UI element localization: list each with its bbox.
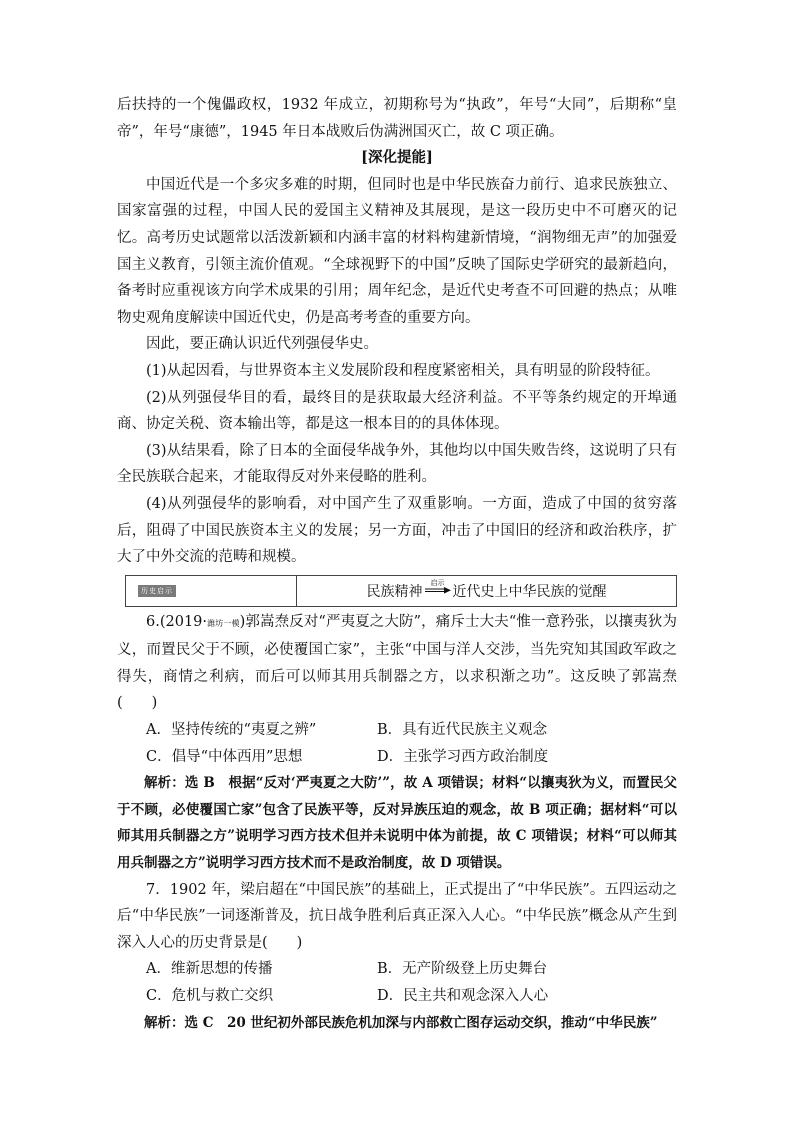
q6-source: 潍坊一模 bbox=[207, 618, 240, 628]
q7-options-row-1 bbox=[117, 956, 677, 983]
q7-options-row-2 bbox=[117, 983, 677, 1010]
q6-options-row-2 bbox=[117, 744, 677, 771]
history-insight-banner bbox=[125, 575, 677, 607]
question-6-stem bbox=[117, 609, 677, 717]
document-page bbox=[117, 92, 677, 1036]
banner-right: 近代史上中华民族的觉醒 bbox=[452, 583, 607, 600]
q6-answer: 解析：选 B 根据“反对‘严夷夏之大防’”，故 A 项错误；材料“以攘夷狄为义，而置民父于不顾，必使覆国亡家”包含了民族平等，反对异族压迫的观念，故 B 项正确；据材料“可以师其用兵制器之方”说明学习西方技术但并未说明中体为前提，故 C 项错误；材料“可以师其用兵制器之方”说明学习西方技术而不是政治制度，故 D 项错误。 bbox=[117, 775, 677, 872]
q6-option-d: D．主张学习西方政治制度 bbox=[377, 748, 549, 765]
banner-text bbox=[297, 576, 676, 606]
arrow-icon bbox=[425, 579, 451, 594]
question-7-stem: 7．1902 年，梁启超在“中国民族”的基础上，正式提出了“中华民族”。五四运动之后“中华民族”一词逐渐普及，抗日战争胜利后真正深入人心。“中华民族”概念从产生到深入人心的历史背景是( ) bbox=[117, 881, 677, 951]
point-4: (4)从列强侵华的影响看，对中国产生了双重影响。一方面，造成了中国的贫穷落后，阻碍了中国民族资本主义的发展；另一方面，冲击了中国旧的经济和政治秩序，扩大了中外交流的范畴和规模。 bbox=[117, 495, 677, 566]
intro-paragraph: 中国近代是一个多灾多难的时期，但同时也是中华民族奋力前行、追求民族独立、国家富强的过程，中国人民的爱国主义精神及其展现，是这一段历史中不可磨灭的记忆。高考历史试题常以活泼新颖和内涵丰富的材料构建新情境，“润物细无声”的加强爱国主义教育，引领主流价值观。“全球视野下的中国”反映了国际史学研究的最新趋向，备考时应重视该方向学术成果的引用；周年纪念，是近代史考查不可回避的热点；从唯物史观角度解读中国近代史，仍是高考考查的重要方向。 bbox=[117, 176, 677, 326]
q6-option-a: A．坚持传统的“夷夏之辨” bbox=[146, 722, 317, 739]
q6-options-row-1 bbox=[117, 717, 677, 744]
q7-option-d: D．民主共和观念深入人心 bbox=[377, 988, 549, 1004]
q6-option-c: C．倡导“中体西用”思想 bbox=[146, 748, 303, 765]
q6-number: 6.(2019· bbox=[146, 613, 208, 630]
point-2: (2)从列强侵华目的看，最终目的是获取最大经济利益。不平等条约规定的开埠通商、协定关税、资本输出等，都是这一根本目的的具体体现。 bbox=[117, 389, 677, 433]
banner-left: 民族精神 bbox=[366, 583, 423, 600]
continued-explanation: 后扶持的一个傀儡政权，1932 年成立，初期称号为“执政”，年号“大同”，后期称“皇帝”，年号“康德”，1945 年日本战败后伪满洲国灭亡，故 C 项正确。 bbox=[117, 97, 677, 140]
q6-text: )郭嵩焘反对“严夷夏之大防”，痛斥士大夫“惟一意矜张，以攘夷狄为义，而置民父于不顾，必使覆国亡家”，主张“中国与洋人交涉，当先究知其国政军政之得失，商情之利病，而后可以师其用兵制器之方，以求积渐之功”。这反映了郭嵩焘( ) bbox=[117, 613, 677, 712]
banner-tag-label: 历史启示 bbox=[138, 585, 176, 597]
point-3: (3)从结果看，除了日本的全面侵华战争外，其他均以中国失败告终，这说明了只有全民族联合起来，才能取得反对外来侵略的胜利。 bbox=[117, 442, 677, 486]
point-1: (1)从起因看，与世界资本主义发展阶段和程度紧密相关，具有明显的阶段特征。 bbox=[146, 362, 660, 379]
arrow-label: 启示 bbox=[430, 579, 445, 588]
q7-answer: 解析：选 C 20 世纪初外部民族危机加深与内部救亡图存运动交织，推动“中华民族” bbox=[144, 1014, 658, 1031]
q7-option-b: B．无产阶级登上历史舞台 bbox=[377, 961, 548, 978]
summary-sentence: 因此，要正确认识近代列强侵华史。 bbox=[146, 336, 378, 353]
section-heading: [深化提能] bbox=[361, 149, 433, 167]
q7-option-c: C．危机与救亡交织 bbox=[146, 988, 274, 1004]
banner-tag bbox=[126, 576, 297, 606]
q7-option-a: A．维新思想的传播 bbox=[146, 961, 273, 978]
q6-option-b: B．具有近代民族主义观念 bbox=[377, 722, 548, 739]
